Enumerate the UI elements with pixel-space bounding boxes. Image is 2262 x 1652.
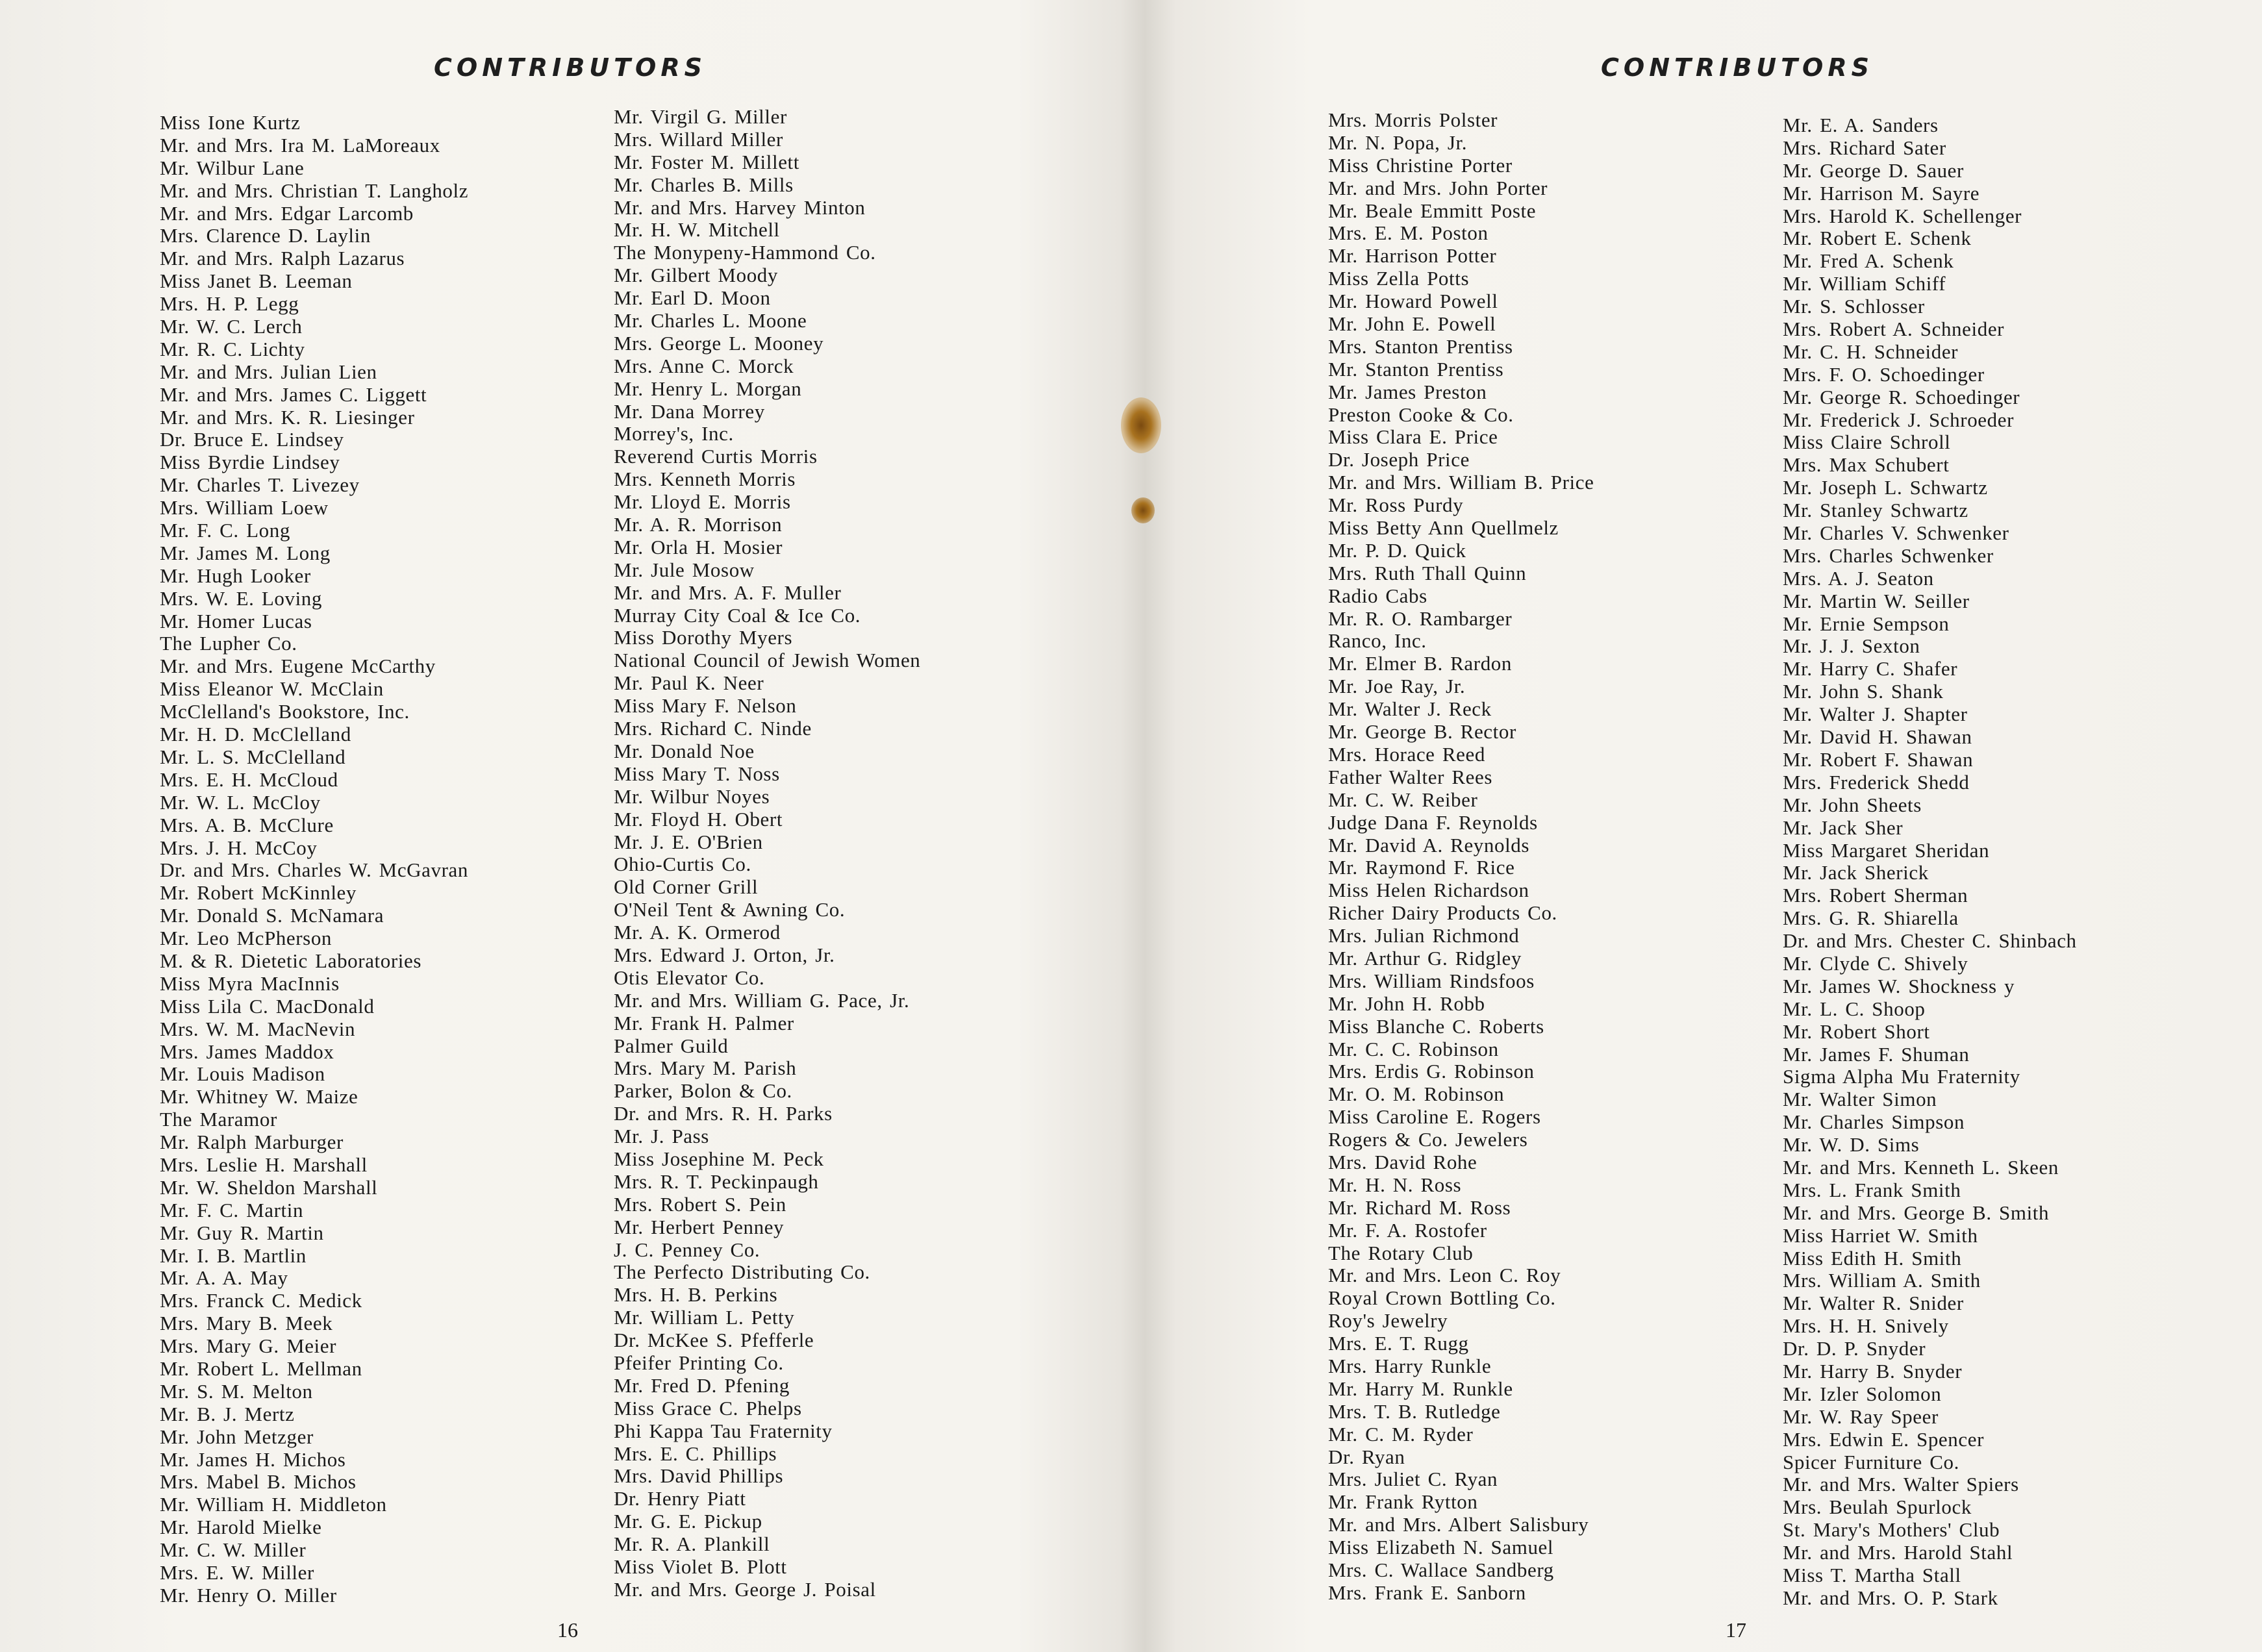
- contributor-entry: Mr. A. A. May: [160, 1266, 288, 1290]
- contributor-entry: Miss Margaret Sheridan: [1783, 838, 1990, 862]
- contributor-entry: Mr. Walter J. Reck: [1328, 697, 1492, 721]
- staple-rust-stain: [1121, 397, 1161, 453]
- contributor-entry: Miss Elizabeth N. Samuel: [1328, 1536, 1554, 1559]
- contributor-entry: Mr. Henry L. Morgan: [614, 377, 802, 400]
- contributor-entry: Mr. George D. Sauer: [1783, 158, 1964, 182]
- contributor-entry: Mr. W. D. Sims: [1783, 1133, 1920, 1157]
- contributor-entry: Mr. Fred A. Schenk: [1783, 249, 1954, 273]
- contributor-entry: Spicer Furniture Co.: [1783, 1450, 1959, 1473]
- contributor-entry: Mr. and Mrs. William G. Pace, Jr.: [614, 988, 910, 1012]
- contributor-entry: Mrs. Ruth Thall Quinn: [1328, 561, 1527, 584]
- contributor-entry: Mr. Donald Noe: [614, 739, 755, 762]
- contributor-entry: Parker, Bolon & Co.: [614, 1079, 792, 1103]
- contributor-entry: Mr. Martin W. Seiller: [1783, 589, 1970, 612]
- contributor-entry: Mr. A. K. Ormerod: [614, 921, 781, 944]
- contributor-entry: Mr. C. W. Reiber: [1328, 788, 1478, 811]
- contributor-entry: Mrs. Morris Polster: [1328, 108, 1498, 131]
- contributor-entry: Mr. E. A. Sanders: [1783, 114, 1939, 136]
- contributor-entry: Mr. Walter R. Snider: [1783, 1292, 1964, 1315]
- contributor-entry: National Council of Jewish Women: [614, 649, 921, 672]
- contributor-entry: Mr. Charles T. Livezey: [160, 473, 360, 497]
- contributor-entry: St. Mary's Mothers' Club: [1783, 1518, 2000, 1542]
- contributor-entry: Mr. and Mrs. Ralph Lazarus: [160, 247, 405, 270]
- contributor-entry: Mr. Henry O. Miller: [160, 1583, 337, 1607]
- contributor-entry: Mr. Hugh Looker: [160, 564, 311, 587]
- contributor-entry: Mr. James F. Shuman: [1783, 1042, 1970, 1066]
- contributor-entry: Mr. C. H. Schneider: [1783, 340, 1959, 363]
- contributor-entry: Mr. David A. Reynolds: [1328, 833, 1530, 857]
- contributor-entry: Mr. Robert E. Schenk: [1783, 227, 1972, 250]
- contributor-entry: Mr. Homer Lucas: [160, 609, 312, 632]
- contributor-entry: Mr. Robert Short: [1783, 1020, 1930, 1043]
- contributor-entry: Mr. Donald S. McNamara: [160, 904, 384, 927]
- contributor-entry: Mrs. Erdis G. Robinson: [1328, 1060, 1535, 1083]
- contributor-entry: Mrs. Robert A. Schneider: [1783, 318, 2005, 341]
- contributor-entry: Dr. Joseph Price: [1328, 448, 1470, 471]
- contributor-entry: Mrs. Leslie H. Marshall: [160, 1153, 368, 1176]
- contributor-entry: Mr. John S. Shank: [1783, 680, 1944, 703]
- contributor-entry: Mr. G. E. Pickup: [614, 1510, 762, 1533]
- contributor-entry: Pfeifer Printing Co.: [614, 1351, 784, 1374]
- contributor-entry: Mrs. J. H. McCoy: [160, 836, 318, 859]
- contributor-entry: Mr. Beale Emmitt Poste: [1328, 199, 1537, 222]
- contributor-entry: Mr. Harrison M. Sayre: [1783, 181, 1980, 205]
- contributor-entry: Mr. Ernie Sempson: [1783, 612, 1950, 635]
- contributor-entry: Mr. and Mrs. Eugene McCarthy: [160, 655, 436, 678]
- contributor-entry: Mr. John E. Powell: [1328, 312, 1496, 336]
- contributor-entry: Mr. R. O. Rambarger: [1328, 607, 1513, 630]
- contributor-entry: Miss Betty Ann Quellmelz: [1328, 516, 1559, 540]
- contributor-entry: Mr. and Mrs. George B. Smith: [1783, 1201, 2050, 1224]
- contributor-entry: O'Neil Tent & Awning Co.: [614, 898, 846, 921]
- contributor-entry: The Perfecto Distributing Co.: [614, 1260, 870, 1284]
- contributor-entry: Mrs. Beulah Spurlock: [1783, 1496, 1972, 1519]
- contributor-entry: Mr. Ralph Marburger: [160, 1131, 344, 1154]
- contributor-entry: Mr. J. E. O'Brien: [614, 830, 763, 853]
- contributor-entry: Mr. James Preston: [1328, 380, 1487, 403]
- contributor-entry: Mr. William H. Middleton: [160, 1493, 387, 1516]
- contributor-entry: Mr. A. R. Morrison: [614, 513, 783, 536]
- page-number: 17: [1726, 1618, 1746, 1642]
- contributor-entry: Mrs. A. B. McClure: [160, 813, 334, 836]
- contributor-entry: Mrs. Clarence D. Laylin: [160, 224, 371, 247]
- contributor-entry: Miss Mary T. Noss: [614, 762, 780, 785]
- contributor-entry: Mrs. R. T. Peckinpaugh: [614, 1170, 819, 1193]
- contributor-entry: Mrs. Robert Sherman: [1783, 884, 1968, 907]
- contributor-entry: Mr. W. Sheldon Marshall: [160, 1175, 378, 1199]
- contributor-entry: Mrs. Richard C. Ninde: [614, 717, 812, 740]
- contributor-entry: Dr. McKee S. Pfefferle: [614, 1329, 814, 1352]
- contributor-entry: Mr. Walter Simon: [1783, 1088, 1937, 1111]
- contributor-entry: Mrs. H. H. Snively: [1783, 1314, 1949, 1338]
- contributor-entry: Miss Helen Richardson: [1328, 879, 1529, 902]
- contributor-entry: Mrs. Kenneth Morris: [614, 468, 796, 491]
- contributor-entry: Mrs. Anne C. Morck: [614, 354, 794, 377]
- contributor-entry: Mrs. William Rindsfoos: [1328, 969, 1535, 992]
- contributor-entry: Mrs. Edwin E. Spencer: [1783, 1427, 1985, 1451]
- contributor-entry: The Maramor: [160, 1108, 277, 1131]
- contributor-entry: Mr. George R. Schoedinger: [1783, 385, 2020, 408]
- contributor-entry: Mrs. Max Schubert: [1783, 453, 1950, 477]
- contributor-entry: Mr. and Mrs. John Porter: [1328, 176, 1548, 199]
- contributor-entry: Rogers & Co. Jewelers: [1328, 1128, 1528, 1151]
- contributor-entry: Mrs. Willard Miller: [614, 127, 783, 151]
- contributor-entry: Dr. and Mrs. Chester C. Shinbach: [1783, 929, 2077, 953]
- contributor-entry: Otis Elevator Co.: [614, 966, 765, 989]
- contributor-entry: Miss Josephine M. Peck: [614, 1147, 824, 1170]
- contributor-entry: Mrs. E. W. Miller: [160, 1561, 314, 1584]
- contributor-entry: Mr. Stanley Schwartz: [1783, 499, 1968, 522]
- contributor-entry: Mr. Earl D. Moon: [614, 286, 771, 310]
- contributor-entry: Miss Caroline E. Rogers: [1328, 1105, 1541, 1129]
- contributor-entry: Mr. Walter J. Shapter: [1783, 703, 1968, 726]
- contributor-entry: Mr. Charles L. Moone: [614, 309, 807, 332]
- contributor-entry: Mr. John Sheets: [1783, 793, 1922, 816]
- contributor-entry: Mr. Wilbur Lane: [160, 156, 305, 179]
- contributor-entry: Mr. Richard M. Ross: [1328, 1195, 1511, 1219]
- contributor-entry: Mr. Charles Simpson: [1783, 1110, 1965, 1134]
- contributor-entry: Mr. O. M. Robinson: [1328, 1083, 1505, 1106]
- contributor-entry: Miss Grace C. Phelps: [614, 1396, 802, 1420]
- contributor-entry: Mr. Gilbert Moody: [614, 264, 778, 287]
- contributor-entry: Mrs. E. H. McCloud: [160, 768, 338, 791]
- contributor-entry: Mrs. E. M. Poston: [1328, 221, 1489, 245]
- contributor-entry: Mr. L. C. Shoop: [1783, 997, 1926, 1020]
- contributor-entry: Mrs. E. T. Rugg: [1328, 1332, 1469, 1355]
- contributor-entry: Mr. William L. Petty: [614, 1306, 795, 1329]
- contributor-entry: Mr. William Schiff: [1783, 272, 1946, 295]
- contributor-entry: Mrs. A. J. Seaton: [1783, 566, 1934, 590]
- contributor-entry: Radio Cabs: [1328, 584, 1427, 607]
- contributor-entry: Mr. Fred D. Pfening: [614, 1373, 790, 1397]
- contributor-entry: Mrs. T. B. Rutledge: [1328, 1399, 1501, 1423]
- contributor-entry: Miss Zella Potts: [1328, 267, 1470, 290]
- contributor-entry: Roy's Jewelry: [1328, 1309, 1448, 1333]
- contributor-entry: Mr. James M. Long: [160, 541, 331, 564]
- contributor-entry: Mr. Harrison Potter: [1328, 244, 1497, 268]
- contributor-entry: Mrs. Juliet C. Ryan: [1328, 1468, 1498, 1491]
- contributor-entry: Mr. Charles V. Schwenker: [1783, 521, 2009, 545]
- contributor-entry: Mr. Jack Sherick: [1783, 861, 1929, 884]
- contributor-entry: Mr. Robert L. Mellman: [160, 1357, 362, 1380]
- contributor-entry: Mr. Izler Solomon: [1783, 1382, 1942, 1405]
- contributor-entry: Mr. John H. Robb: [1328, 992, 1485, 1015]
- contributor-entry: Mrs. William A. Smith: [1783, 1269, 1981, 1292]
- contributor-entry: Mr. H. W. Mitchell: [614, 218, 780, 242]
- contributor-entry: J. C. Penney Co.: [614, 1238, 760, 1261]
- contributor-entry: Mrs. James Maddox: [160, 1040, 334, 1063]
- contributor-entry: Mr. W. Ray Speer: [1783, 1405, 1939, 1428]
- contributor-entry: Old Corner Grill: [614, 875, 759, 899]
- contributor-entry: Miss Myra MacInnis: [160, 971, 340, 995]
- contributor-entry: McClelland's Bookstore, Inc.: [160, 700, 410, 723]
- contributor-entry: Mrs. Mary G. Meier: [160, 1334, 337, 1358]
- contributor-entry: Mrs. E. C. Phillips: [614, 1442, 777, 1465]
- contributor-entry: Mrs. Charles Schwenker: [1783, 544, 1994, 567]
- contributor-entry: Mr. and Mrs. Julian Lien: [160, 360, 377, 383]
- contributor-entry: Mr. and Mrs. A. F. Muller: [614, 581, 842, 604]
- contributor-entry: Phi Kappa Tau Fraternity: [614, 1419, 833, 1442]
- contributor-entry: Mr. S. Schlosser: [1783, 295, 1925, 318]
- contributor-entry: Mr. Frederick J. Schroeder: [1783, 408, 2015, 431]
- contributor-entry: Mr. Elmer B. Rardon: [1328, 652, 1513, 675]
- contributor-entry: The Lupher Co.: [160, 632, 297, 655]
- contributor-entry: M. & R. Dietetic Laboratories: [160, 949, 422, 972]
- contributor-entry: Morrey's, Inc.: [614, 422, 734, 445]
- contributor-entry: Mr. Joseph L. Schwartz: [1783, 476, 1988, 499]
- contributor-entry: Miss Clara E. Price: [1328, 425, 1498, 449]
- contributor-entry: Mr. H. N. Ross: [1328, 1173, 1462, 1196]
- contributor-list-column-3: [1328, 109, 1594, 1605]
- page-heading: CONTRIBUTORS: [434, 53, 707, 82]
- contributor-entry: Miss Janet B. Leeman: [160, 269, 353, 293]
- contributor-entry: Mrs. G. R. Shiarella: [1783, 907, 1959, 930]
- contributor-entry: Mr. W. L. McCloy: [160, 790, 321, 814]
- contributor-entry: Father Walter Rees: [1328, 765, 1493, 788]
- contributor-list-column-2: [614, 106, 920, 1601]
- contributor-entry: Mrs. W. E. Loving: [160, 586, 322, 610]
- contributor-entry: Miss Lila C. MacDonald: [160, 994, 375, 1018]
- contributor-entry: Mr. and Mrs. William B. Price: [1328, 471, 1594, 494]
- contributor-entry: Mrs. F. O. Schoedinger: [1783, 362, 1985, 386]
- contributor-entry: Mr. James W. Shockness y: [1783, 974, 2015, 997]
- contributor-entry: Mr. and Mrs. O. P. Stark: [1783, 1586, 1998, 1609]
- contributor-entry: Mr. I. B. Martlin: [160, 1244, 307, 1267]
- contributor-entry: Mrs. Franck C. Medick: [160, 1289, 362, 1312]
- contributor-entry: Mrs. Mary M. Parish: [614, 1057, 797, 1080]
- contributor-entry: Mrs. George L. Mooney: [614, 331, 824, 355]
- contributor-entry: Mr. N. Popa, Jr.: [1328, 131, 1468, 154]
- contributor-entry: Mr. W. C. Lerch: [160, 315, 303, 338]
- staple-rust-stain: [1131, 497, 1155, 523]
- contributor-entry: Dr. Henry Piatt: [614, 1487, 746, 1510]
- contributor-entry: Murray City Coal & Ice Co.: [614, 603, 861, 627]
- contributor-entry: Mr. C. W. Miller: [160, 1538, 307, 1562]
- contributor-entry: Mr. Joe Ray, Jr.: [1328, 675, 1466, 698]
- contributor-entry: Mr. Jack Sher: [1783, 816, 1904, 839]
- contributor-entry: Mr. and Mrs. Harold Stahl: [1783, 1541, 2013, 1564]
- contributor-entry: Mr. and Mrs. Christian T. Langholz: [160, 179, 469, 202]
- contributor-entry: Mr. C. M. Ryder: [1328, 1422, 1474, 1446]
- contributor-entry: Mr. Stanton Prentiss: [1328, 357, 1504, 381]
- contributor-entry: Mrs. Frank E. Sanborn: [1328, 1581, 1526, 1604]
- contributor-entry: Mr. Arthur G. Ridgley: [1328, 946, 1522, 970]
- contributor-entry: Ohio-Curtis Co.: [614, 853, 751, 876]
- contributor-entry: Mr. Raymond F. Rice: [1328, 856, 1515, 879]
- contributor-entry: Mrs. Frederick Shedd: [1783, 770, 1970, 794]
- contributor-entry: Mr. Orla H. Mosier: [614, 535, 783, 558]
- contributor-entry: Miss Byrdie Lindsey: [160, 451, 340, 474]
- contributor-entry: Mr. H. D. McClelland: [160, 723, 351, 746]
- contributor-entry: Dr. D. P. Snyder: [1783, 1337, 1926, 1360]
- contributor-entry: Mr. Wilbur Noyes: [614, 784, 770, 808]
- page-17: [1143, 0, 2262, 1652]
- contributor-entry: Mr. James H. Michos: [160, 1447, 346, 1471]
- contributor-entry: Mrs. Julian Richmond: [1328, 924, 1520, 947]
- contributor-entry: Mrs. Edward J. Orton, Jr.: [614, 943, 835, 966]
- contributor-entry: Mrs. William Loew: [160, 496, 329, 519]
- contributor-entry: The Monypeny-Hammond Co.: [614, 241, 876, 264]
- contributor-entry: Mrs. H. P. Legg: [160, 292, 299, 316]
- contributor-entry: Judge Dana F. Reynolds: [1328, 810, 1538, 834]
- contributor-entry: Miss Eleanor W. McClain: [160, 677, 384, 701]
- contributor-entry: Mrs. Harold K. Schellenger: [1783, 204, 2022, 227]
- contributor-entry: Mr. S. M. Melton: [160, 1379, 313, 1403]
- contributor-entry: Mr. F. C. Long: [160, 519, 290, 542]
- contributor-entry: Mr. George B. Rector: [1328, 720, 1516, 744]
- contributor-entry: Mr. F. C. Martin: [160, 1198, 304, 1221]
- contributor-entry: Mr. Foster M. Millett: [614, 150, 799, 173]
- contributor-entry: Palmer Guild: [614, 1034, 729, 1057]
- contributor-entry: Reverend Curtis Morris: [614, 445, 818, 468]
- contributor-entry: Mr. Ross Purdy: [1328, 494, 1464, 517]
- contributor-entry: Mr. Paul K. Neer: [614, 671, 764, 695]
- contributor-entry: Mr. and Mrs. Walter Spiers: [1783, 1473, 2019, 1496]
- contributor-entry: Mrs. Harry Runkle: [1328, 1354, 1492, 1377]
- contributor-entry: Mr. Harold Mielke: [160, 1516, 322, 1539]
- contributor-entry: Mr. P. D. Quick: [1328, 538, 1466, 562]
- contributor-entry: Royal Crown Bottling Co.: [1328, 1286, 1556, 1310]
- contributor-entry: Mr. John Metzger: [160, 1425, 314, 1448]
- contributor-entry: Sigma Alpha Mu Fraternity: [1783, 1065, 2020, 1088]
- contributor-entry: Mr. Louis Madison: [160, 1062, 325, 1086]
- contributor-list-column-1: [160, 112, 468, 1607]
- contributor-entry: Mr. Robert McKinnley: [160, 881, 357, 905]
- contributor-entry: Mr. Robert F. Shawan: [1783, 747, 1974, 771]
- contributor-entry: Mr. Frank Rytton: [1328, 1490, 1478, 1514]
- contributor-entry: Mrs. Robert S. Pein: [614, 1192, 786, 1216]
- contributor-entry: Mr. Jule Mosow: [614, 558, 755, 581]
- contributor-entry: Mr. J. J. Sexton: [1783, 634, 1920, 658]
- contributor-entry: Mr. Frank H. Palmer: [614, 1011, 794, 1034]
- contributor-entry: Miss Violet B. Plott: [614, 1555, 787, 1578]
- contributor-entry: Mr. Leo McPherson: [160, 927, 333, 950]
- contributor-entry: Mr. and Mrs. Ira M. LaMoreaux: [160, 133, 440, 156]
- contributor-entry: Mr. Charles B. Mills: [614, 173, 794, 196]
- contributor-entry: Mr. Dana Morrey: [614, 399, 765, 423]
- contributor-entry: Mr. Guy R. Martin: [160, 1221, 324, 1244]
- contributor-entry: Mr. David H. Shawan: [1783, 725, 1972, 749]
- contributor-entry: Mr. and Mrs. K. R. Liesinger: [160, 405, 415, 429]
- contributor-entry: Mrs. David Phillips: [614, 1464, 784, 1488]
- page-heading: CONTRIBUTORS: [1601, 53, 1874, 82]
- contributor-entry: Miss Christine Porter: [1328, 153, 1513, 177]
- contributor-entry: Mrs. Mary B. Meek: [160, 1312, 333, 1335]
- contributor-entry: Mr. and Mrs. Kenneth L. Skeen: [1783, 1155, 2059, 1179]
- contributor-entry: Miss Mary F. Nelson: [614, 694, 797, 718]
- contributor-entry: Mr. Clyde C. Shively: [1783, 951, 1968, 975]
- contributor-entry: Dr. and Mrs. R. H. Parks: [614, 1102, 833, 1125]
- contributor-entry: Mr. J. Pass: [614, 1125, 709, 1148]
- contributor-entry: Mr. Howard Powell: [1328, 290, 1498, 313]
- contributor-entry: Miss T. Martha Stall: [1783, 1564, 1961, 1586]
- contributor-entry: Mrs. Mabel B. Michos: [160, 1470, 357, 1494]
- page-number: 16: [557, 1618, 578, 1642]
- contributor-entry: Mr. and Mrs. Harvey Minton: [614, 195, 866, 219]
- contributor-entry: Richer Dairy Products Co.: [1328, 901, 1557, 925]
- contributor-entry: Mrs. W. M. MacNevin: [160, 1017, 356, 1040]
- contributor-entry: Mr. B. J. Mertz: [160, 1402, 295, 1425]
- contributor-entry: Mr. Whitney W. Maize: [160, 1085, 358, 1108]
- contributor-entry: Mrs. H. B. Perkins: [614, 1283, 778, 1307]
- contributor-entry: Mr. and Mrs. Albert Salisbury: [1328, 1513, 1589, 1536]
- contributor-entry: Miss Claire Schroll: [1783, 431, 1951, 454]
- contributor-entry: Miss Edith H. Smith: [1783, 1246, 1962, 1270]
- contributor-entry: Mr. Harry C. Shafer: [1783, 657, 1958, 681]
- contributor-entry: Miss Dorothy Myers: [614, 626, 793, 649]
- contributor-entry: Mr. R. C. Lichty: [160, 337, 305, 360]
- contributor-entry: Mr. R. A. Plankill: [614, 1533, 770, 1556]
- contributor-entry: Mr. Herbert Penney: [614, 1215, 785, 1238]
- contributor-entry: Mr. and Mrs. George J. Poisal: [614, 1577, 876, 1601]
- contributor-entry: Mr. and Mrs. James C. Liggett: [160, 382, 427, 406]
- contributor-entry: Mr. Lloyd E. Morris: [614, 490, 791, 514]
- contributor-entry: Mr. Virgil G. Miller: [614, 105, 787, 128]
- contributor-entry: Ranco, Inc.: [1328, 629, 1427, 653]
- contributor-entry: Mrs. L. Frank Smith: [1783, 1178, 1961, 1201]
- contributor-entry: Mr. F. A. Rostofer: [1328, 1218, 1487, 1242]
- contributor-entry: Mr. Harry B. Snyder: [1783, 1359, 1963, 1383]
- contributor-entry: Mrs. C. Wallace Sandberg: [1328, 1558, 1554, 1581]
- contributor-entry: Dr. and Mrs. Charles W. McGavran: [160, 858, 469, 882]
- contributor-list-column-4: [1783, 114, 2077, 1610]
- contributor-entry: The Rotary Club: [1328, 1241, 1474, 1264]
- contributor-entry: Dr. Ryan: [1328, 1445, 1405, 1468]
- contributor-entry: Mr. Floyd H. Obert: [614, 807, 783, 831]
- contributor-entry: Miss Blanche C. Roberts: [1328, 1014, 1544, 1038]
- contributor-entry: Mr. Harry M. Runkle: [1328, 1377, 1513, 1400]
- contributor-entry: Miss Harriet W. Smith: [1783, 1223, 1978, 1247]
- contributor-entry: Mr. and Mrs. Edgar Larcomb: [160, 201, 414, 225]
- contributor-entry: Mrs. Richard Sater: [1783, 136, 1946, 159]
- contributor-entry: Mrs. Stanton Prentiss: [1328, 334, 1513, 358]
- contributor-entry: Mr. L. S. McClelland: [160, 745, 346, 768]
- contributor-entry: Mr. and Mrs. Leon C. Roy: [1328, 1264, 1561, 1287]
- contributor-entry: Preston Cooke & Co.: [1328, 403, 1514, 426]
- contributor-entry: Mrs. Horace Reed: [1328, 742, 1485, 766]
- contributor-entry: Mrs. David Rohe: [1328, 1150, 1477, 1173]
- contributor-entry: Dr. Bruce E. Lindsey: [160, 428, 344, 451]
- contributor-entry: Miss Ione Kurtz: [160, 111, 301, 134]
- contributor-entry: Mr. C. C. Robinson: [1328, 1037, 1499, 1060]
